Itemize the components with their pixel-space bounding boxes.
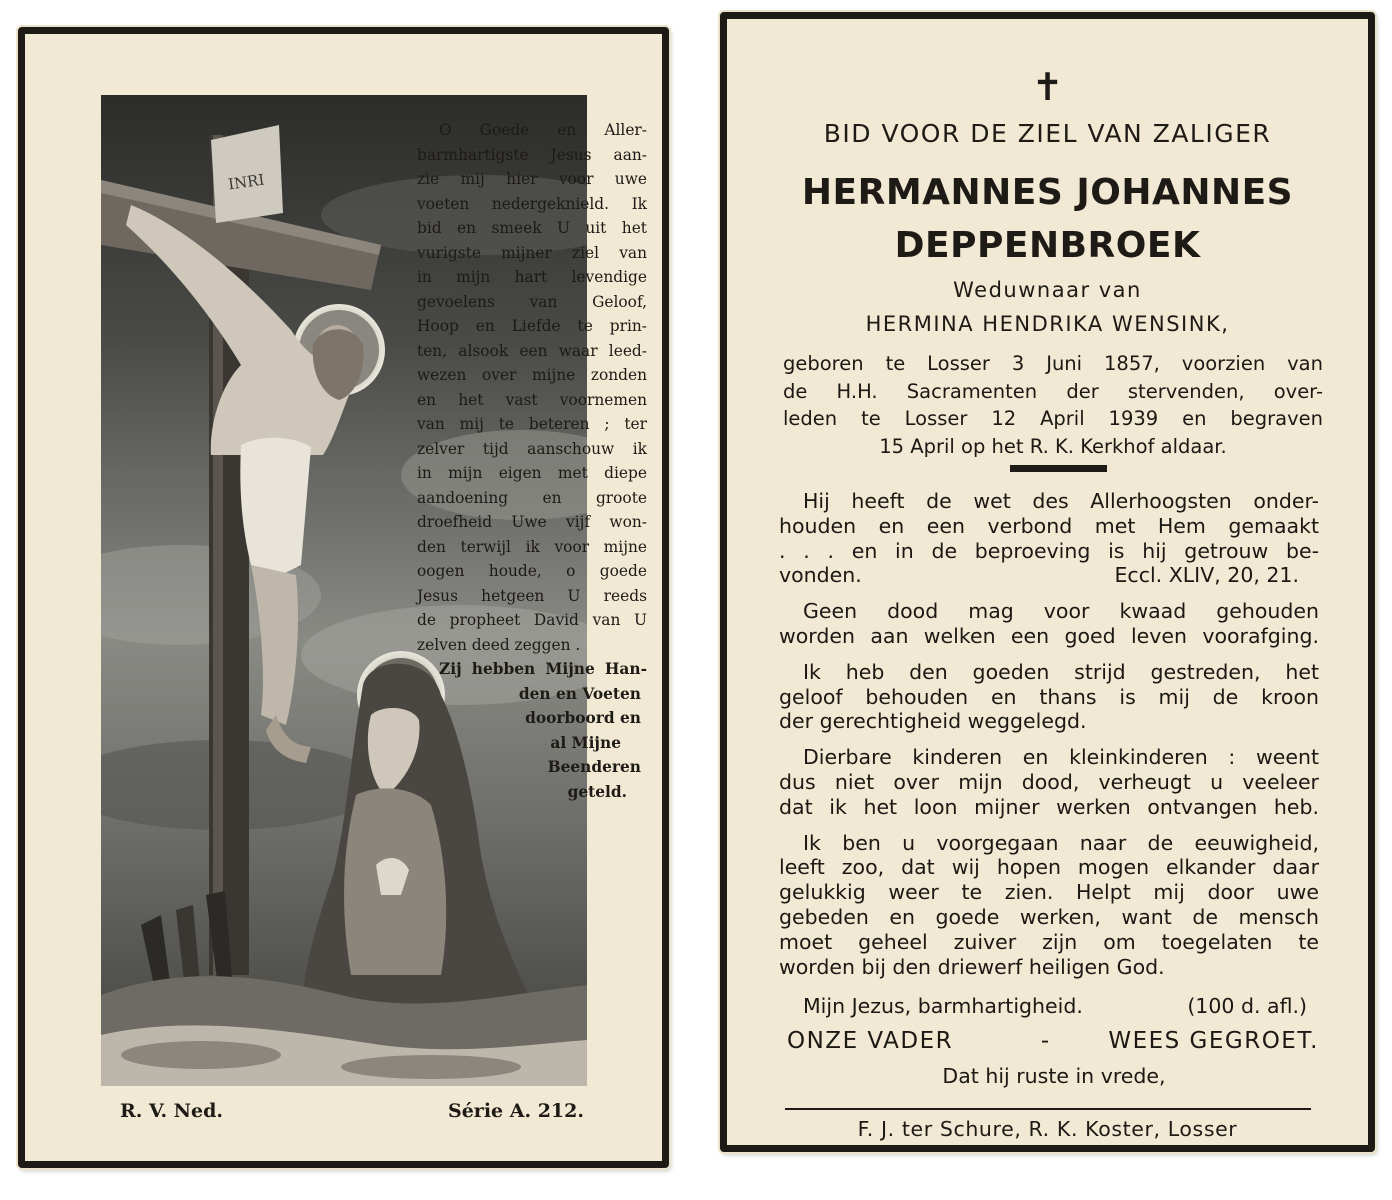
widower-of-label: Weduwnaar van [953, 278, 1142, 302]
prayer-text [417, 118, 647, 804]
verse-3 [779, 660, 1319, 734]
our-father-label: ONZE VADER [787, 1028, 954, 1054]
prayer-line: in mijn eigen met diepe [417, 464, 647, 482]
closing-prayers [779, 994, 1319, 1088]
verse-line: Dierbare kinderen en kleinkinderen : weent [803, 745, 1319, 770]
verse-citation: Eccl. XLIV, 20, 21. [1114, 563, 1299, 588]
scripture-quote-line: Beenderen [547, 758, 641, 776]
deceased-name-first: HERMANNES JOHANNES [801, 172, 1294, 213]
prayer-line: Hoop en Liefde te prin- [417, 317, 647, 335]
verse-line: dat ik het loon mijner werken ontvangen heb. [779, 794, 1319, 819]
prayer-line: oogen houde, o goede [417, 562, 647, 580]
verse-line: der gerechtigheid weggelegd. [779, 709, 1087, 734]
scripture-quote-line: Zij hebben Mijne Han- [439, 660, 647, 678]
verse-5 [779, 831, 1319, 980]
scripture-quote-line: doorboord en [525, 709, 641, 727]
publisher-mark: R. V. Ned. [120, 1100, 224, 1122]
verse-ecclesiasticus [779, 489, 1319, 588]
verse-line: worden aan welken een goed leven voorafging. [779, 623, 1319, 648]
deceased-name-last: DEPPENBROEK [894, 225, 1201, 266]
verse-line-citation [779, 563, 1319, 588]
verse-line: houden en een verbond met Hem gemaakt [779, 513, 1319, 538]
divider-bar [1010, 465, 1107, 472]
verse-line: gelukkig weer te zien. Helpt mij door uwe [779, 880, 1319, 905]
bio-line: geboren te Losser 3 Juni 1857, voorzien van [783, 352, 1323, 375]
prayer-card-front [18, 27, 669, 1168]
spouse-name: HERMINA HENDRIKA WENSINK, [865, 312, 1230, 336]
ejaculation-row [779, 994, 1319, 1018]
verse-line: Geen dood mag voor kwaad gehouden [803, 599, 1319, 624]
prayer-line: droefheid Uwe vijf won- [417, 513, 647, 531]
printer-credit: F. J. ter Schure, R. K. Koster, Losser [857, 1117, 1238, 1141]
verse-line: leeft zoo, dat wij hopen mogen elkander daar [779, 855, 1319, 880]
scripture-quote-line: den en Voeten [518, 684, 641, 703]
prayers-row [779, 1028, 1319, 1054]
verse-line: dus niet over mijn dood, verheugt u veeleer [779, 769, 1319, 794]
prayer-line: de propheet David van U [417, 611, 647, 629]
prayer-line: barmhartigste Jesus aan- [417, 145, 647, 164]
verse-line: Ik heb den goeden strijd gestreden, het [803, 659, 1319, 684]
heading: BID VOOR DE ZIEL VAN ZALIGER [823, 119, 1272, 148]
cross-icon: ✝ [1031, 65, 1064, 109]
series-number: Série A. 212. [448, 1100, 584, 1122]
verse-line: geloof behouden en thans is mij de kroon [779, 684, 1319, 709]
verse-line: gebeden en goede werken, want de mensch [779, 904, 1319, 929]
indulgence-note: (100 d. afl.) [1187, 994, 1307, 1018]
prayer-card-back [720, 12, 1375, 1152]
verse-word: vonden. [779, 563, 862, 588]
bio-line: 15 April op het R. K. Kerkhof aldaar. [879, 434, 1227, 458]
prayer-line: van mij te beteren ; ter [417, 415, 647, 433]
prayer-line: voeten nedergeknield. Ik [417, 194, 647, 213]
prayer-line: vurigste mijner ziel van [417, 243, 647, 262]
prayer-line: en het vast voornemen [417, 390, 647, 409]
ejaculation-text: Mijn Jezus, barmhartigheid. [803, 994, 1083, 1018]
inri-inscription: INRI [227, 170, 266, 194]
verse-line: moet geheel zuiver zijn om toegelaten te [779, 929, 1319, 954]
separator-dash: - [1040, 1028, 1051, 1054]
hail-mary-label: WEES GEGROET. [1108, 1028, 1319, 1054]
biography [783, 350, 1323, 460]
verse-line: . . . en in de beproeving is hij getrouw be- [779, 538, 1319, 563]
verses [779, 489, 1319, 990]
prayer-line: ten, alsook een waar leed- [417, 341, 647, 360]
bio-line: de H.H. Sacramenten der stervenden, over- [783, 379, 1323, 403]
footer-divider [785, 1108, 1311, 1110]
prayer-line: zelven deed zeggen . [417, 635, 581, 654]
verse-2 [779, 599, 1319, 649]
verse-line: worden bij den driewerf heiligen God. [779, 954, 1165, 979]
prayer-line: wezen over mijne zonden [417, 366, 647, 384]
prayer-line: aandoening en groote [417, 488, 647, 507]
prayer-line: in mijn hart levendige [417, 268, 647, 286]
prayer-line: zie mij hier voor uwe [417, 170, 647, 188]
prayer-line: zelver tijd aanschouw ik [417, 439, 647, 458]
rest-in-peace: Dat hij ruste in vrede, [942, 1064, 1166, 1088]
verse-line: Ik ben u voorgegaan naar de eeuwigheid, [803, 830, 1319, 855]
bio-line: leden te Losser 12 April 1939 en begraven [783, 407, 1323, 430]
prayer-line: bid en smeek U uit het [417, 219, 647, 237]
prayer-line: O Goede en Aller- [439, 121, 647, 139]
prayer-line: gevoelens van Geloof, [417, 292, 647, 311]
scripture-quote-line: geteld. [567, 782, 627, 801]
prayer-line: den terwijl ik voor mijne [417, 537, 647, 556]
verse-4 [779, 745, 1319, 819]
scripture-quote-line: al Mijne [550, 733, 621, 752]
prayer-line: Jesus hetgeen U reeds [417, 586, 647, 605]
verse-line: Hij heeft de wet des Allerhoogsten onder- [803, 489, 1319, 513]
